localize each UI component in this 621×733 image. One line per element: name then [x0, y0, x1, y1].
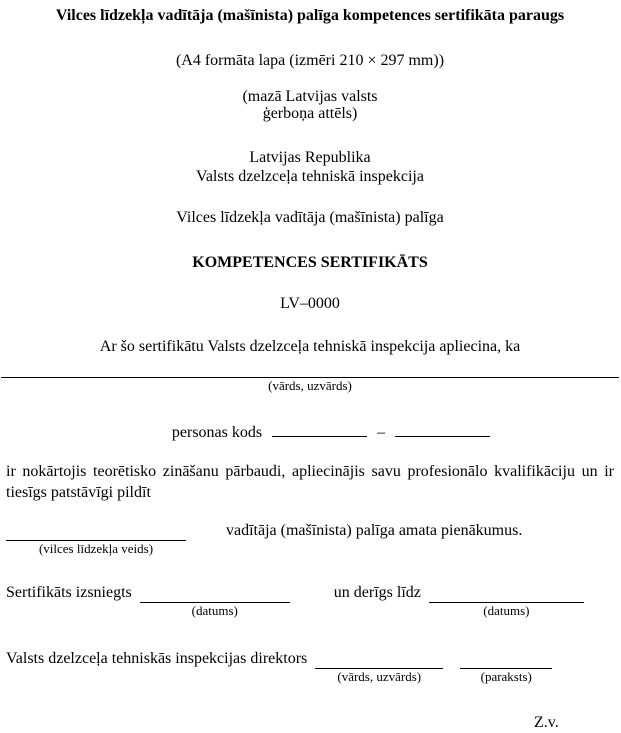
issue-date-fill-line [140, 583, 290, 603]
emblem-note-line1: (mazā Latvijas valsts [242, 88, 378, 105]
valid-until-label: un derīgs līdz [333, 584, 421, 601]
certificate-heading: KOMPETENCES SERTIFIKĀTS [192, 254, 428, 271]
director-signature-row [6, 649, 614, 685]
certificate-subject: Vilces līdzekļa vadītāja (mašīnista) palīga [176, 209, 444, 226]
seal-mark: Z.v. [534, 714, 559, 731]
country-name: Latvijas Republika [249, 149, 371, 166]
vehicle-type-row [6, 521, 614, 557]
issue-date-blank-group [140, 583, 290, 619]
issuing-organization [6, 148, 614, 186]
vehicle-type-fill-line [6, 521, 186, 541]
valid-until-caption: (datums) [483, 603, 530, 618]
director-label: Valsts dzelzceļa tehniskās inspekcijas direktors [6, 650, 308, 667]
valid-until-blank-group [429, 583, 584, 619]
issued-label: Sertifikāts izsniegts [6, 584, 132, 601]
director-name-fill-line [315, 649, 443, 669]
signature-fill-line [460, 649, 552, 669]
vehicle-type-blank-group [6, 521, 186, 557]
certification-statement: Ar šo sertifikātu Valsts dzelzceļa tehniskā inspekcija apliecina, ka [99, 338, 521, 355]
name-caption: (vārds, uzvārds) [268, 378, 352, 393]
personal-code-blank-2 [395, 420, 490, 437]
duties-text: vadītāja (mašīnista) palīga amata pienākumus. [226, 522, 523, 539]
emblem-note-line2: ģerboņa attēls) [262, 105, 358, 122]
director-name-blank-group [315, 649, 443, 685]
inspection-name: Valsts dzelzceļa tehniskā inspekcija [196, 168, 424, 185]
personal-code-separator: – [377, 424, 386, 441]
emblem-placeholder-note [6, 88, 614, 122]
format-note: (A4 formāta lapa (izmēri 210 × 297 mm)) [175, 52, 445, 69]
signature-blank-group [460, 649, 552, 685]
vehicle-type-caption: (vilces līdzekļa veids) [38, 541, 154, 556]
personal-code-label: personas kods [171, 424, 263, 441]
personal-code-row [6, 420, 614, 443]
certificate-number: LV–0000 [280, 295, 340, 312]
qualification-paragraph: ir nokārtojis teorētisko zināšanu pārbaudi, apliecinājis savu profesionālo kvalifikāciju un ir tiesīgs patstāvīgi pildīt [6, 463, 614, 501]
issue-date-caption: (datums) [191, 603, 238, 618]
personal-code-blank-1 [272, 420, 367, 437]
valid-until-fill-line [429, 583, 584, 603]
issue-validity-row [6, 583, 614, 619]
director-name-caption: (vārds, uzvārds) [337, 669, 422, 684]
document-title: Vilces līdzekļa vadītāja (mašīnista) palīga kompetences sertifikāta paraugs [55, 7, 565, 24]
signature-caption: (paraksts) [480, 669, 532, 684]
